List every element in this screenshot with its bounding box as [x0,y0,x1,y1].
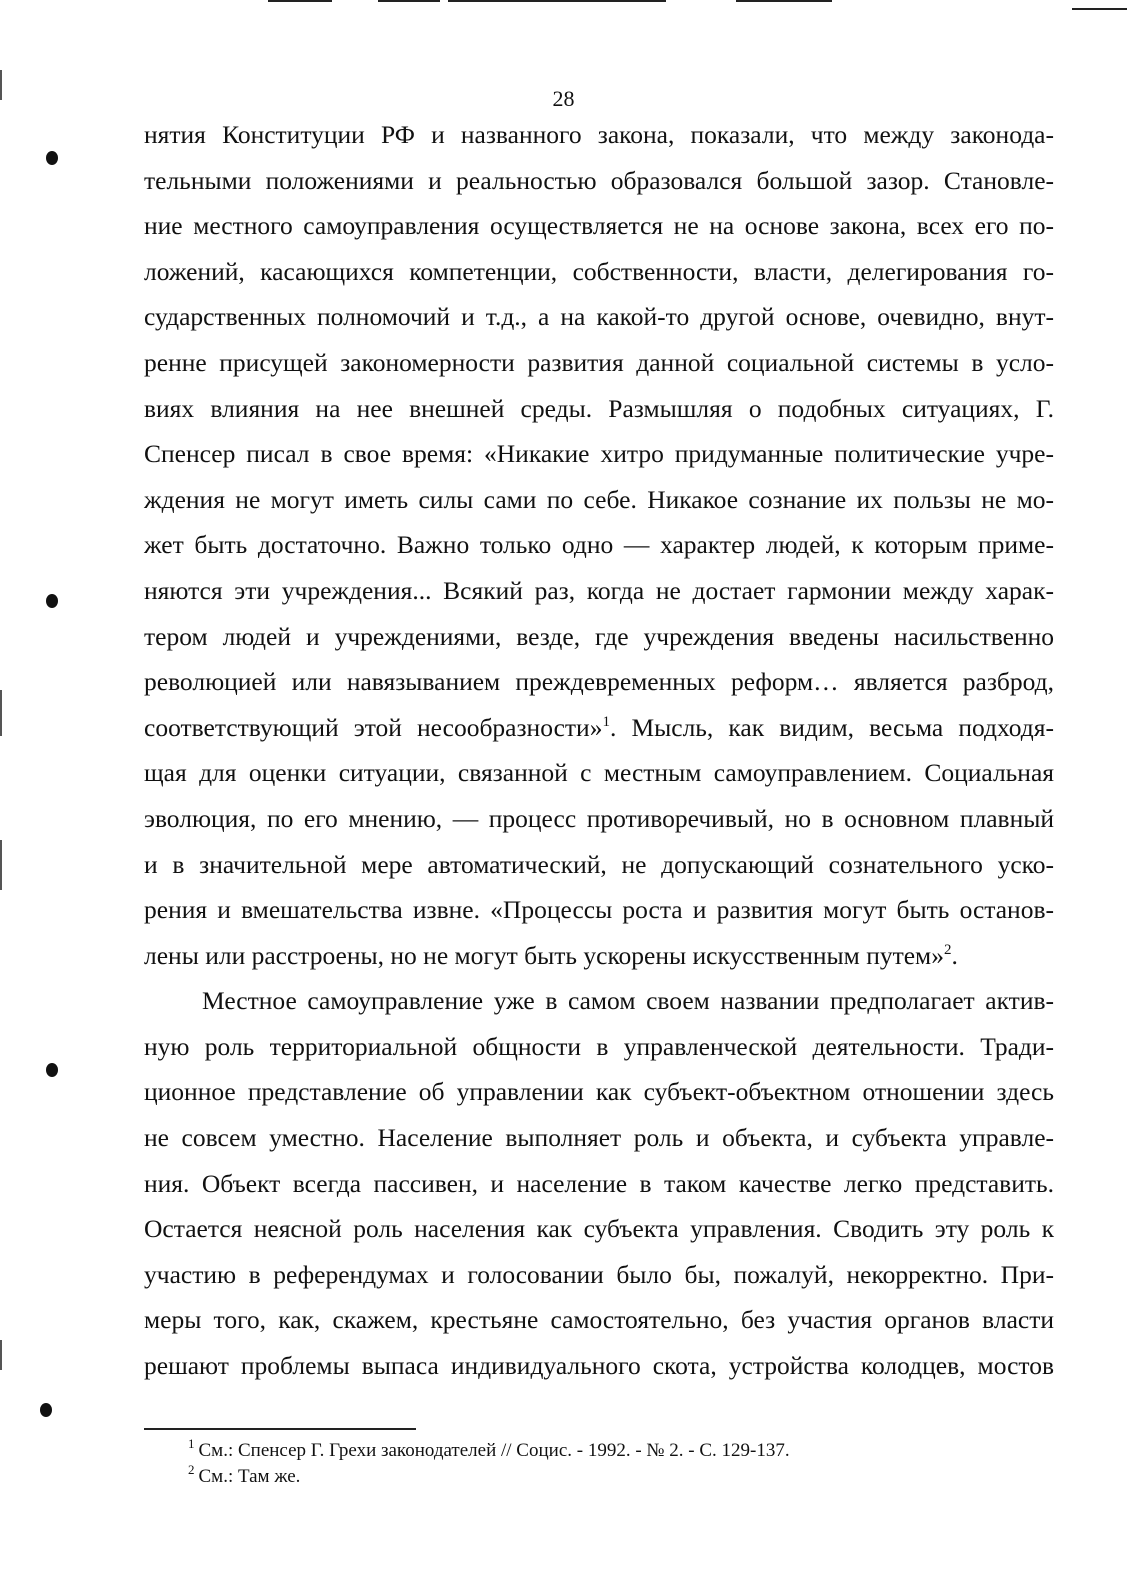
text-line: нятия Конституции РФ и названного закона, показали, что между законода- [144,120,1054,149]
text-line: ложений, касающихся компетенции, собственности, власти, делегирования го- [144,256,1054,286]
text-line: щая для оценки ситуации, связанной с местным самоуправлением. Социальная [144,758,1054,788]
footnotes [188,1438,790,1490]
text-line: Остается неясной роль населения как субъекта управления. Сводить эту роль к [144,1214,1054,1244]
text-line: ционное представление об управлении как субъект-объектном отношении здесь [144,1077,1054,1107]
footnote-mark: 2 [188,1462,195,1477]
footnote-mark: 1 [188,1436,195,1451]
binder-hole [40,1403,52,1417]
body-text [144,112,1054,1389]
footnote-ref[interactable]: 2 [943,941,952,958]
text-line: не совсем уместно. Население выполняет роль и объекта, и субъекта управле- [144,1123,1054,1153]
scan-edge-mark [736,0,832,2]
scan-edge-mark [1072,8,1127,10]
margin-mark [0,690,2,736]
text-line [144,705,1054,751]
text-line: ния. Объект всегда пассивен, и население в таком качестве легко представить. [144,1168,1054,1198]
text-line: и в значительной мере автоматический, не допускающий сознательного уско- [144,849,1054,879]
text-line: революцией или навязыванием преждевременных реформ… является разброд, [144,667,1054,697]
footnote-item [188,1438,790,1464]
text-line: участию в референдумах и голосовании было бы, пожалуй, некорректно. При- [144,1259,1054,1289]
binder-hole [46,1063,58,1077]
text-segment: лены или расстроены, но не могут быть ускорены искусственным путем» [144,940,944,970]
text-line: сударственных полномочий и т.д., а на какой-то другой основе, очевидно, внут- [144,302,1054,332]
text-line: виях влияния на нее внешней среды. Размышляя о подобных ситуациях, Г. [144,393,1054,423]
margin-mark [0,840,2,890]
footnote-separator [144,1428,416,1430]
text-segment: . Мысль, как видим, весьма подходя- [609,712,1054,742]
binder-hole [46,151,58,165]
margin-mark [0,1340,2,1370]
footnote-text: См.: Спенсер Г. Грехи законодателей // Социс. - 1992. - № 2. - С. 129-137. [198,1440,790,1461]
text-line: ние местного самоуправления осуществляется не на основе закона, всех его по- [144,211,1054,241]
text-line [144,933,1054,979]
text-line: эволюция, по его мнению, — процесс противоречивый, но в основном плавный [144,803,1054,833]
text-line: ную роль территориальной общности в управленческой деятельности. Тради- [144,1031,1054,1061]
text-line: тельными положениями и реальностью образовался большой зазор. Становле- [144,165,1054,195]
text-line: рения и вмешательства извне. «Процессы роста и развития могут быть останов- [144,895,1054,925]
text-segment: . [951,940,958,970]
page-number: 28 [552,86,575,111]
text-line: меры того, как, скажем, крестьяне самостоятельно, без участия органов власти [144,1305,1054,1335]
scan-edge-mark [448,0,666,2]
binder-hole [46,594,58,608]
text-segment: соответствующий этой несообразности» [144,712,603,742]
text-line: Спенсер писал в свое время: «Никакие хитро придуманные политические учре- [144,439,1054,469]
scan-edge-mark [378,0,440,2]
text-line: решают проблемы выпаса индивидуального скота, устройства колодцев, мостов [144,1351,1054,1381]
footnote-text: См.: Там же. [198,1466,301,1487]
text-line: жет быть достаточно. Важно только одно — характер людей, к которым приме- [144,530,1054,560]
text-line: тером людей и учреждениями, везде, где учреждения введены насильственно [144,621,1054,651]
text-line: Местное самоуправление уже в самом своем названии предполагает актив- [202,986,1054,1016]
text-line: ренне присущей закономерности развития данной социальной системы в усло- [144,347,1054,377]
scan-edge-mark [268,0,332,2]
text-line: ждения не могут иметь силы сами по себе. Никакое сознание их пользы не мо- [144,484,1054,514]
footnote-ref[interactable]: 1 [602,713,610,730]
footnote-item [188,1464,790,1490]
text-line: няются эти учреждения... Всякий раз, когда не достает гармонии между харак- [144,575,1054,605]
